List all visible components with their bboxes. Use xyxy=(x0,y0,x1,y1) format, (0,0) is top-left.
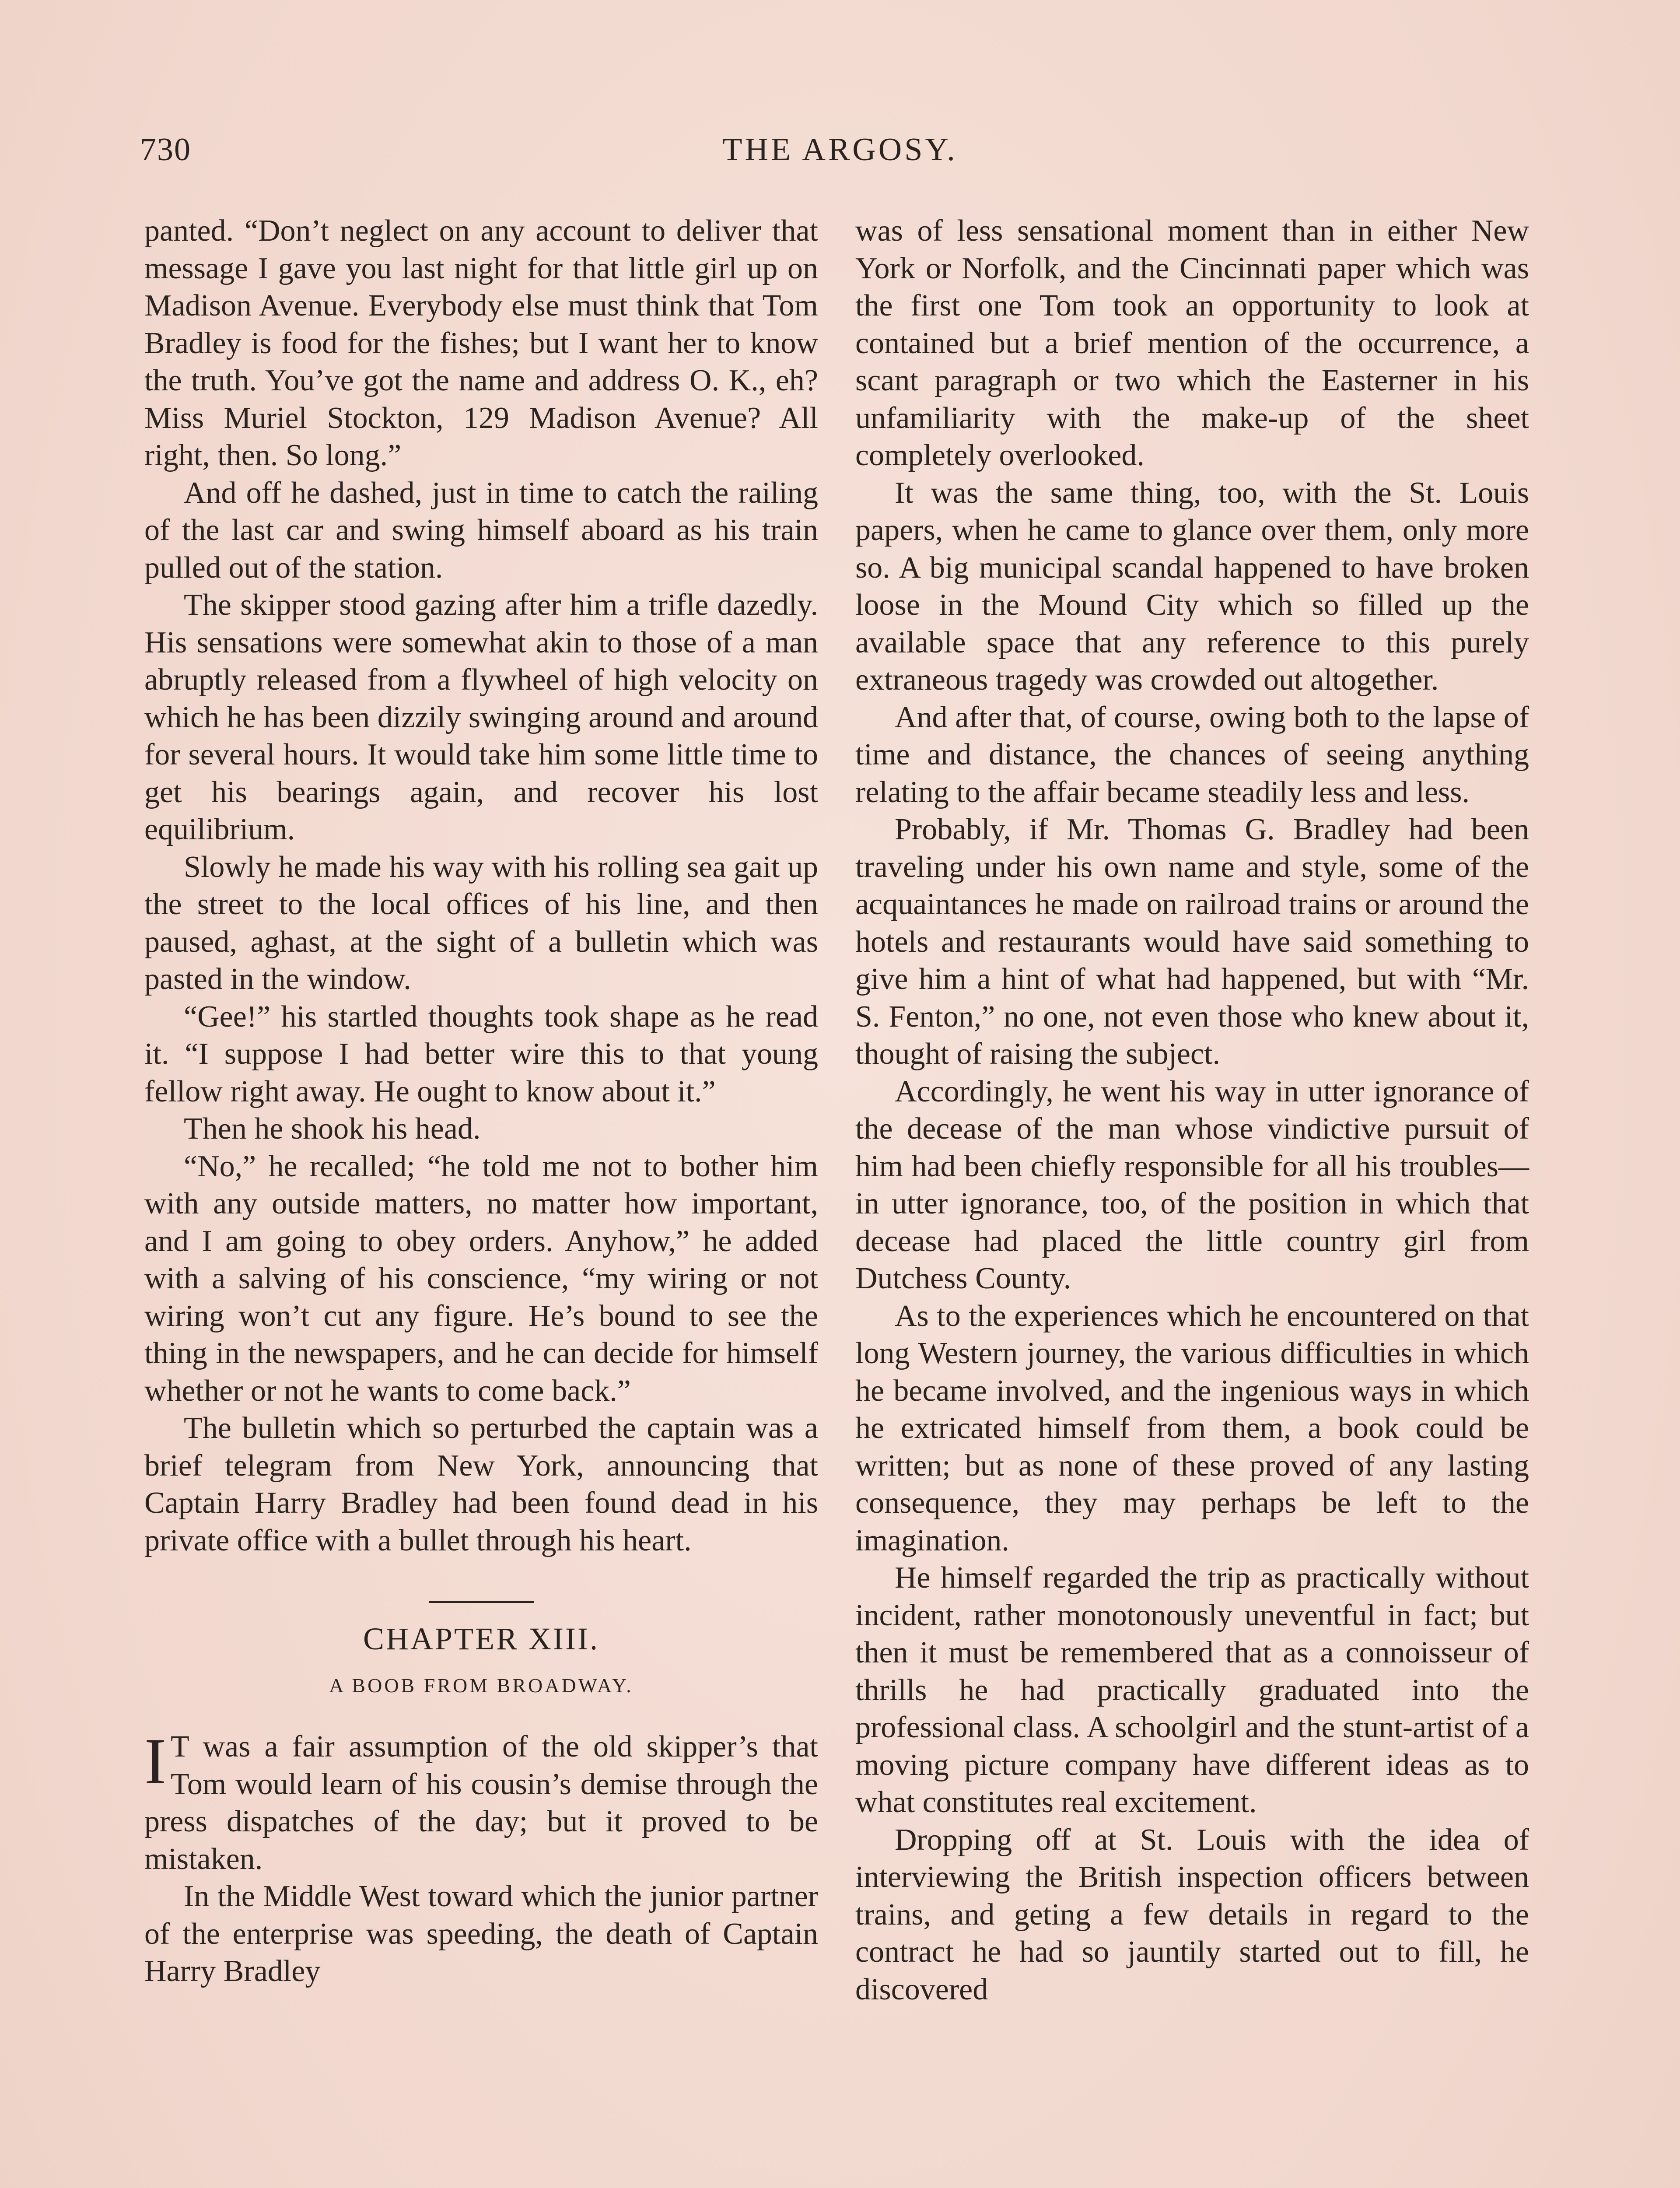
paragraph: The skipper stood gazing after him a trifle dazedly. His sensations were somewhat akin to those of a man abruptly released from a flywheel of high velocity on which he has been dizzily swinging around and around for several hours. It would take him some little time to get his bearings again, and recover his lost equilibrium. xyxy=(144,588,818,846)
chapter-title: CHAPTER XIII. xyxy=(363,1621,599,1656)
page-header xyxy=(140,131,1540,179)
paragraph: “Gee!” his startled thoughts took shape as he read it. “I suppose I had better wire this to that young fellow right away. He ought to know about it.” xyxy=(144,999,818,1108)
paragraph: Dropping off at St. Louis with the idea of interviewing the British inspection officers between trains, and geting a few details in regard to the contract he had so jauntily started out to fill, he discovered xyxy=(855,1823,1529,2006)
drop-cap: I xyxy=(144,1725,166,1798)
paragraph: The bulletin which so perturbed the captain was a brief telegram from New York, announcing that Captain Harry Bradley had been found dead in his private office with a bullet through his heart. xyxy=(144,1411,818,1557)
chapter-opening-paragraph xyxy=(144,1725,818,1878)
paragraph: Then he shook his head. xyxy=(184,1112,481,1146)
paragraph: Slowly he made his way with his rolling sea gait up the street to the local offices of his line, and then paused, aghast, at the sight of a bulletin which was pasted in the window. xyxy=(144,850,818,996)
paragraph: Accordingly, he went his way in utter ignorance of the decease of the man whose vindictive pursuit of him had been chiefly responsible for all his troubles—in utter ignorance, too, of the position in which that decease had placed the little country girl from Dutchess County. xyxy=(855,1074,1529,1295)
paragraph: As to the experiences which he encountered on that long Western journey, the various difficulties in which he became involved, and the ingenious ways in which he extricated himself from them, a book could be written; but as none of these proved of any lasting consequence, they may perhaps be left to the imagination. xyxy=(855,1299,1529,1557)
paragraph: panted. “Don’t neglect on any account to deliver that message I gave you last night for that little girl up on Madison Avenue. Everybody else must think that Tom Bradley is food for the fishes; but I want her to know the truth. You’ve got the name and address O. K., eh? Miss Muriel Stockton, 129 Madison Avenue? All right, then. So long.” xyxy=(144,214,818,472)
chapter-divider xyxy=(429,1601,534,1603)
chapter-opening-text: T was a fair assumption of the old skipper’s that Tom would learn of his cousin’s demise through the press dispatches of the day; but it proved to be mistaken. xyxy=(144,1730,818,1876)
paragraph: In the Middle West toward which the junior partner of the enterprise was speeding, the death of Captain Harry Bradley xyxy=(144,1879,818,1988)
paragraph: Probably, if Mr. Thomas G. Bradley had been traveling under his own name and style, some of the acquaintances he made on railroad trains or around the hotels and restaurants would have said something to give him a hint of what had happened, but with “Mr. S. Fenton,” no one, not even those who knew about it, thought of raising the subject. xyxy=(855,813,1529,1071)
chapter-subtitle: A BOOB FROM BROADWAY. xyxy=(329,1674,634,1697)
paragraph: was of less sensational moment than in either New York or Norfolk, and the Cincinnati paper which was the first one Tom took an opportunity to look at contained but a brief mention of the occurrence, a scant paragraph or two which the Easterner in his unfamiliarity with the make-up of the sheet completely overlooked. xyxy=(855,214,1529,472)
left-column xyxy=(144,212,818,1990)
paragraph: And off he dashed, just in time to catch the railing of the last car and swing himself aboard as his train pulled out of the station. xyxy=(144,476,818,585)
paragraph: And after that, of course, owing both to the lapse of time and distance, the chances of seeing anything relating to the affair became steadily less and less. xyxy=(855,700,1529,809)
running-head: THE ARGOSY. xyxy=(722,132,958,168)
page-number: 730 xyxy=(140,132,191,168)
right-column xyxy=(855,212,1529,2008)
paragraph: “No,” he recalled; “he told me not to bother him with any outside matters, no matter how important, and I am going to obey orders. Anyhow,” he added with a salving of his conscience, “my wiring or not wiring won’t cut any figure. He’s bound to see the thing in the newspapers, and he can decide for himself whether or not he wants to come back.” xyxy=(144,1149,818,1408)
paragraph: It was the same thing, too, with the St. Louis papers, when he came to glance over them, only more so. A big municipal scandal happened to have broken loose in the Mound City which so filled up the available space that any reference to this purely extraneous tragedy was crowded out altogether. xyxy=(855,476,1529,697)
paragraph: He himself regarded the trip as practically without incident, rather monotonously uneventful in fact; but then it must be remembered that as a connoisseur of thrills he had practically graduated into the professional class. A schoolgirl and the stunt-artist of a moving picture company have different ideas as to what constitutes real excitement. xyxy=(855,1561,1529,1819)
